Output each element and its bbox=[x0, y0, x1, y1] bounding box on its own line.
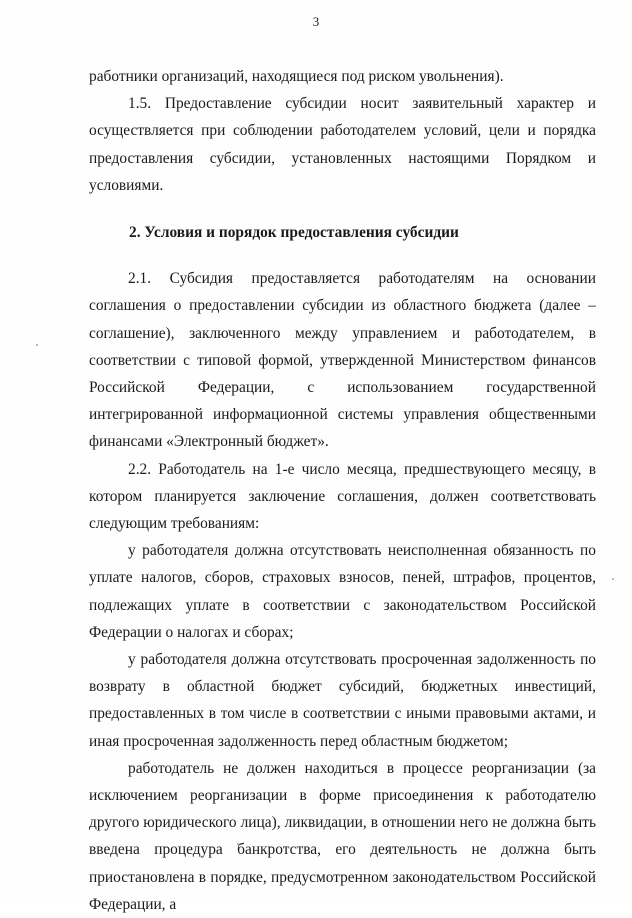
paragraph-continuation: работники организаций, находящиеся под риском увольнения). bbox=[89, 68, 504, 85]
section-heading: 2. Условия и порядок предоставления субсидии bbox=[129, 224, 459, 242]
scan-speck bbox=[36, 344, 38, 346]
paragraph-1-5: 1.5. Предоставление субсидии носит заявительный характер и осуществляется при соблюдении работодателем условий, цели и порядка предоставления субсидии, установленных настоящими Порядком и условиями. bbox=[89, 95, 596, 194]
document-body bbox=[89, 63, 596, 918]
requirement-debt: у работодателя должна отсутствовать просроченная задолженность по возврату в областной бюджет субсидий, бюджетных инвестиций, предоставленных в том числе в соответствии с иными правовыми актами, и иная просроченная задолженность перед областным бюджетом; bbox=[89, 651, 596, 750]
paragraph-2-2: 2.2. Работодатель на 1-е число месяца, предшествующего месяцу, в котором планируется заключение соглашения, должен соответствовать следующим требованиям: bbox=[89, 460, 596, 533]
requirement-taxes: у работодателя должна отсутствовать неисполненная обязанность по уплате налогов, сборов, страховых взносов, пеней, штрафов, процентов, подлежащих уплате в соответствии с законодательством Российской Федерации о налогах и сборах; bbox=[89, 542, 596, 641]
page-number: 3 bbox=[312, 14, 320, 29]
paragraph-2-1: 2.1. Субсидия предоставляется работодателям на основании соглашения о предоставлении субсидии из областного бюджета (далее – соглашение), заключенного между управлением и работодателем, в соответствии с типовой формой, утвержденной Министерством финансов Российской Федерации, с использованием государственной интегрированной информационной системы управления общественными финансами «Электронный бюджет». bbox=[89, 270, 596, 451]
scan-speck bbox=[612, 578, 614, 580]
requirement-reorganization: работодатель не должен находиться в процессе реорганизации (за исключением реорганизации в форме присоединения к работодателю другого юридического лица), ликвидации, в отношении него не должна быть введена процедура банкротства, его деятельность не должна быть приостановлена в порядке, предусмотренном законодательством Российской Федерации, а bbox=[89, 759, 596, 913]
